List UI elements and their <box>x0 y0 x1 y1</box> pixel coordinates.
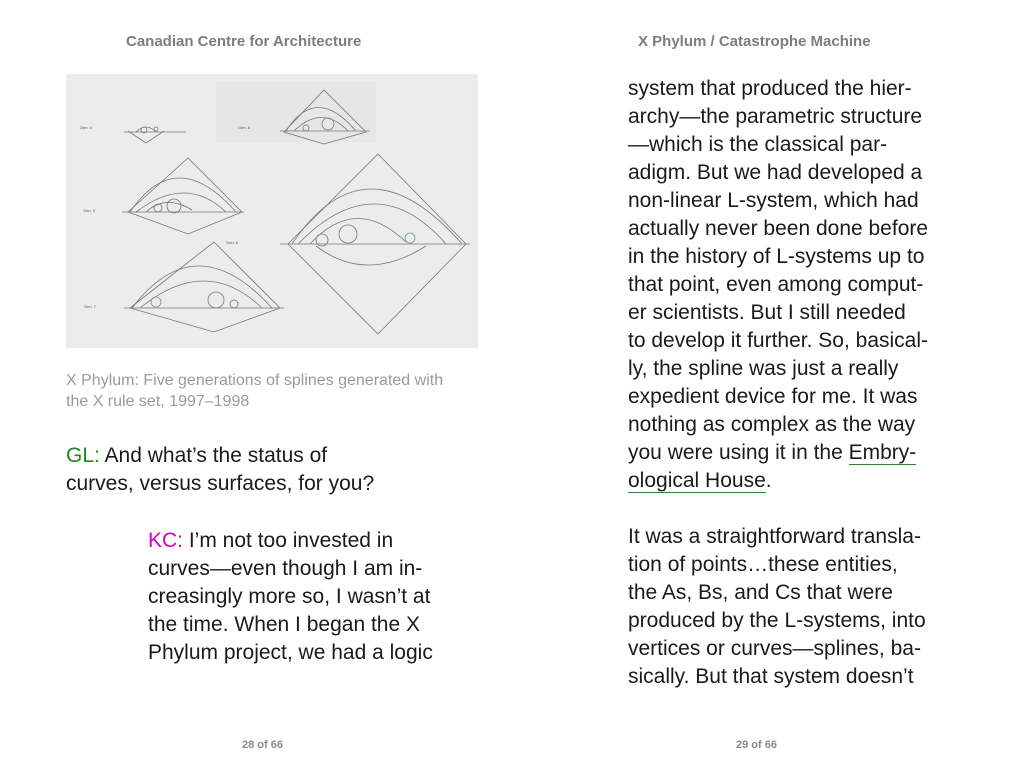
embryological-house-link-part1[interactable]: Embry- <box>848 441 917 464</box>
embryological-house-link-part2[interactable]: ological House <box>628 469 766 492</box>
paragraph-2 <box>628 523 998 691</box>
text-line: archy—the parametric structure <box>628 105 923 128</box>
text-line-with-link <box>628 467 998 495</box>
text-line: in the history of L-systems up to <box>628 245 925 268</box>
text-line: vertices or curves—splines, ba- <box>628 637 921 660</box>
kc-line-1 <box>148 527 488 555</box>
right-running-head: X Phylum / Catastrophe Machine <box>638 33 871 50</box>
kc-line: the time. When I began the X <box>148 613 420 636</box>
text-line: produced by the L-systems, into <box>628 609 926 632</box>
paragraph-1 <box>628 75 998 495</box>
caption-line-2: the X rule set, 1997–1998 <box>66 393 250 410</box>
right-page-number: 29 of 66 <box>736 739 777 751</box>
text-line: tion of points…these entities, <box>628 553 898 576</box>
text-line-with-link <box>628 439 998 467</box>
text-line: ly, the spline was just a really <box>628 357 899 380</box>
caption-line-1: X Phylum: Five generations of splines generated with <box>66 372 444 389</box>
text-line: actually never been done before <box>628 217 929 240</box>
x-phylum-figure <box>66 74 478 348</box>
kc-line: curves—even though I am in- <box>148 557 423 580</box>
kc-answer <box>148 527 488 667</box>
left-running-head: Canadian Centre for Architecture <box>126 33 362 50</box>
kc-line: Phylum project, we had a logic <box>148 641 433 664</box>
right-page <box>512 0 1024 768</box>
line-14-text: you were using it in the <box>628 441 849 464</box>
spline-generations-diagram <box>66 74 478 348</box>
figure-label-gen8: Gen. 8 <box>238 125 251 130</box>
text-line: expedient device for me. It was <box>628 385 918 408</box>
kc-line: creasingly more so, I wasn’t at <box>148 585 431 608</box>
text-line: non-linear L-system, which had <box>628 189 919 212</box>
text-line: that point, even among comput- <box>628 273 924 296</box>
gl-line-1 <box>66 442 486 470</box>
gl-line-1-text: And what’s the status of <box>99 444 328 467</box>
sentence-period: . <box>765 469 772 492</box>
figure-label-gen7: Gen. 7 <box>84 304 97 309</box>
text-line: system that produced the hier- <box>628 77 912 100</box>
text-line: adigm. But we had developed a <box>628 161 923 184</box>
text-line: the As, Bs, and Cs that were <box>628 581 893 604</box>
figure-caption <box>66 370 478 412</box>
figure-label-gen6: Gen. 6 <box>226 240 239 245</box>
figure-label-gen5: Gen. 5 <box>83 208 96 213</box>
left-page-number: 28 of 66 <box>242 739 283 751</box>
gl-question <box>66 442 486 498</box>
figure-label-gen4: Gen. 4 <box>80 125 93 130</box>
text-line: sically. But that system doesn’t <box>628 665 914 688</box>
text-line: er scientists. But I still needed <box>628 301 906 324</box>
text-line: —which is the classical par- <box>628 133 888 156</box>
paragraph-spacer <box>628 495 998 523</box>
speaker-kc-label: KC: <box>148 529 184 552</box>
kc-line-1-text: I’m not too invested in <box>183 529 394 552</box>
speaker-gl-label: GL: <box>66 444 100 467</box>
text-line: It was a straightforward transla- <box>628 525 921 548</box>
text-line: nothing as complex as the way <box>628 413 916 436</box>
text-line: to develop it further. So, basical- <box>628 329 928 352</box>
gl-line-2: curves, versus surfaces, for you? <box>66 472 375 495</box>
right-body-text <box>628 75 998 691</box>
